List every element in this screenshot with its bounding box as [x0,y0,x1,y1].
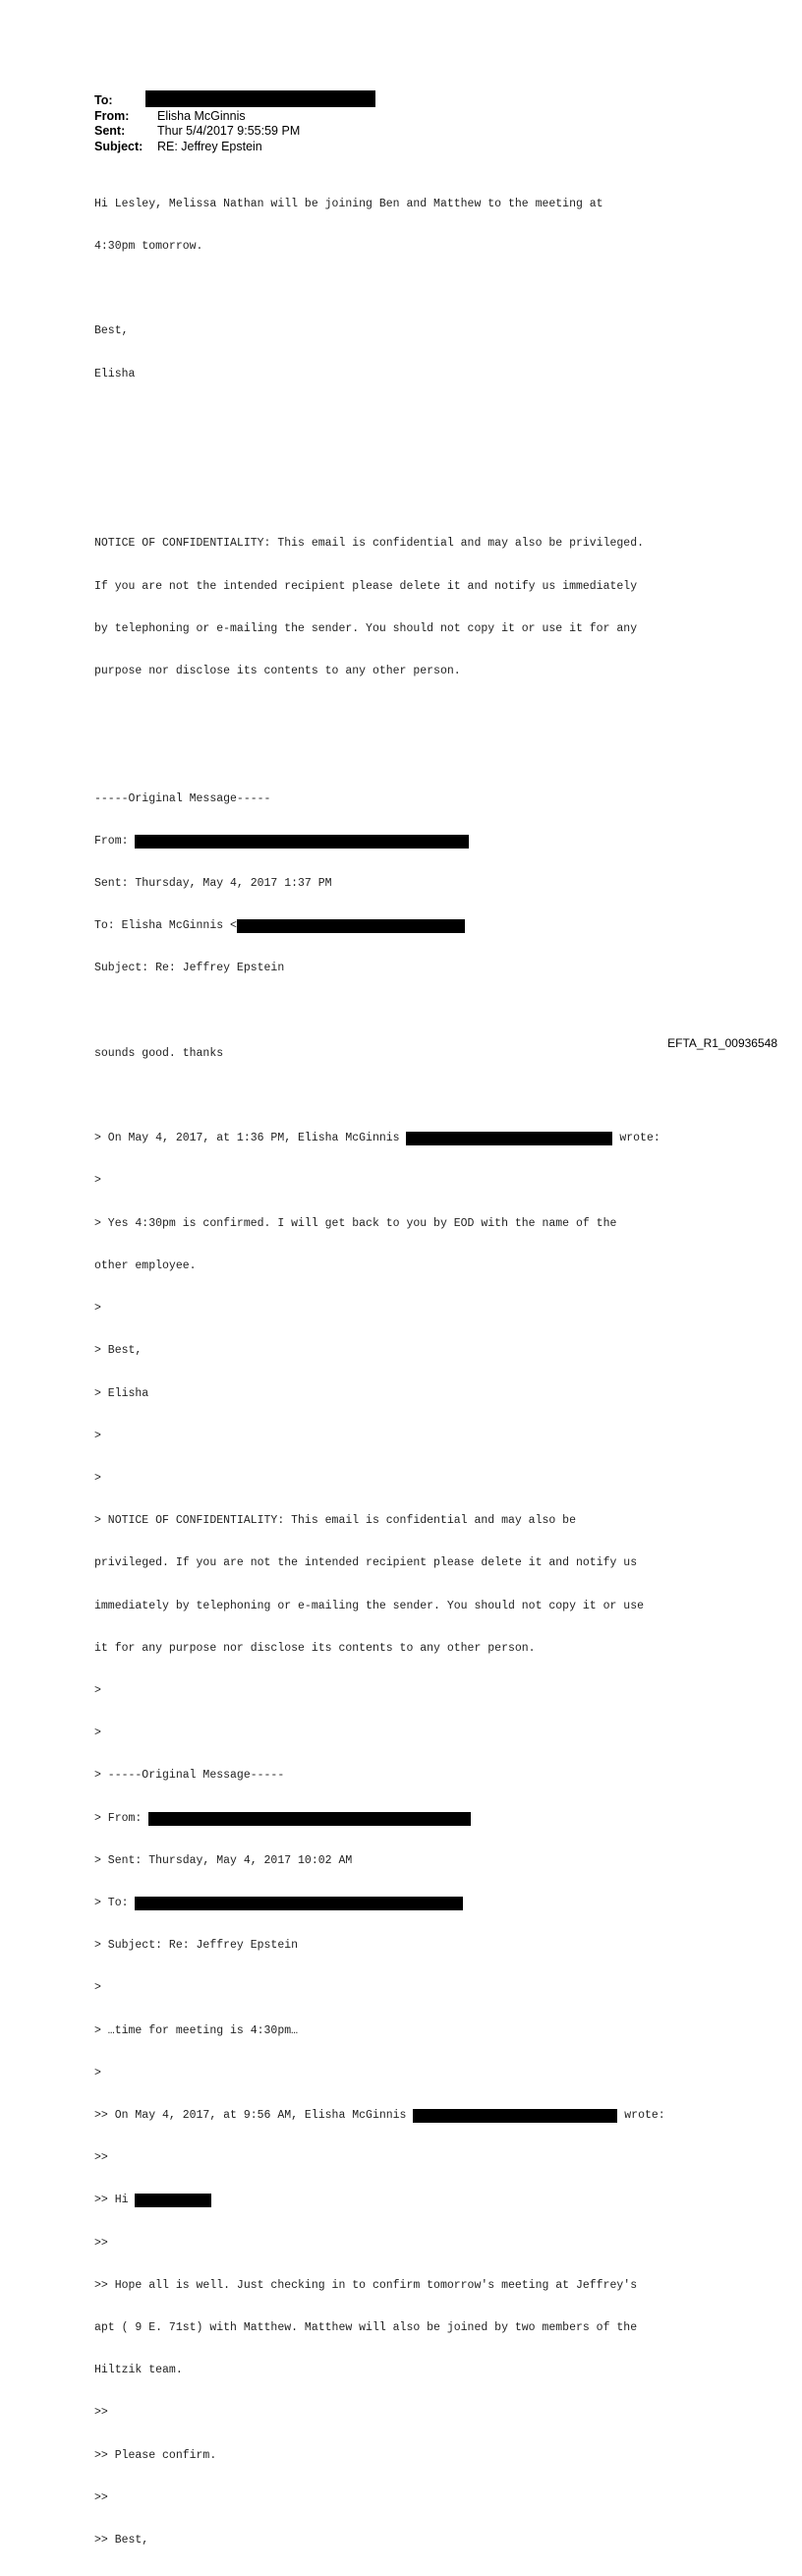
confidentiality-notice: by telephoning or e-mailing the sender. You should not copy it or use it for any [94,621,638,635]
subject-label: Subject: [94,139,143,153]
body-line: Hiltzik team. [94,2364,183,2377]
greeting-text: >> Hi [94,2194,136,2207]
quoted-to-label: > To: [94,1896,136,1909]
original-message-separator: > -----Original Message----- [94,1769,285,1783]
email-header [94,93,375,154]
redaction-block [148,1812,471,1826]
quoted-subject-line: Subject: Re: Jeffrey Epstein [94,962,285,975]
sent-label: Sent: [94,124,126,138]
redaction-block [237,919,465,933]
confidentiality-notice: > NOTICE OF CONFIDENTIALITY: This email is confidential and may also be [94,1514,576,1528]
redaction-block [413,2109,617,2123]
to-redaction [145,90,375,107]
attribution-text: >> On May 4, 2017, at 9:56 AM, Elisha McGinnis [94,2108,414,2122]
quoted-from-label: > From: [94,1811,149,1825]
attribution-text: > On May 4, 2017, at 1:36 PM, Elisha McGinnis [94,1132,407,1145]
body-line: >> [94,2151,108,2165]
quoted-from-line [94,1812,723,1826]
body-line: > [94,1683,101,1697]
body-line: 4:30pm tomorrow. [94,240,203,254]
quoted-from-label: From: [94,834,136,848]
quoted-to-label: To: Elisha McGinnis < [94,919,237,933]
body-line: > [94,2066,101,2079]
to-row [94,93,375,109]
body-line: > [94,1174,101,1188]
quote-attribution [94,2109,723,2123]
email-body [94,169,723,2576]
redaction-block [135,835,469,849]
body-line: > Best, [94,1344,143,1358]
quote-attribution [94,1132,723,1145]
confidentiality-notice: If you are not the intended recipient please delete it and notify us immediately [94,579,638,593]
quoted-subject-line: > Subject: Re: Jeffrey Epstein [94,1939,299,1953]
sent-value: Thur 5/4/2017 9:55:59 PM [157,124,301,138]
body-line: other employee. [94,1259,197,1272]
body-line: > [94,1429,101,1442]
body-line: >> Best, [94,2533,149,2547]
body-line: > [94,1981,101,1995]
from-label: From: [94,108,130,123]
to-label: To: [94,93,113,107]
from-row [94,109,375,125]
quoted-to-line [94,919,723,933]
body-line: >> Hope all is well. Just checking in to confirm tomorrow's meeting at Jeffrey's [94,2278,638,2292]
attribution-wrote: wrote: [612,1132,660,1145]
body-line: > Elisha [94,1386,149,1400]
quoted-sent-line: Sent: Thursday, May 4, 2017 1:37 PM [94,877,332,891]
body-line: >> [94,2236,108,2250]
body-line: > Yes 4:30pm is confirmed. I will get back to you by EOD with the name of the [94,1216,617,1230]
subject-value: RE: Jeffrey Epstein [157,139,262,153]
body-line: Hi Lesley, Melissa Nathan will be joining Ben and Matthew to the meeting at [94,197,603,210]
quoted-to-line [94,1897,723,1910]
redaction-block [406,1132,612,1145]
document-id: EFTA_R1_00936548 [667,1036,777,1050]
confidentiality-notice: purpose nor disclose its contents to any other person. [94,665,461,678]
attribution-wrote: wrote: [617,2108,665,2122]
confidentiality-notice: NOTICE OF CONFIDENTIALITY: This email is confidential and may also be privileged. [94,537,644,551]
confidentiality-notice: immediately by telephoning or e-mailing the sender. You should not copy it or use [94,1599,644,1612]
sent-row [94,124,375,140]
body-line: >> [94,2490,108,2504]
body-line: >> [94,2406,108,2420]
body-line: >> Please confirm. [94,2448,217,2462]
greeting-line [94,2194,723,2207]
redaction-block [135,1897,463,1910]
body-line: apt ( 9 E. 71st) with Matthew. Matthew will also be joined by two members of the [94,2320,638,2334]
subject-row [94,140,375,155]
body-line: > [94,1727,101,1740]
confidentiality-notice: it for any purpose nor disclose its contents to any other person. [94,1641,536,1655]
body-line: Elisha [94,367,136,381]
original-message-separator: -----Original Message----- [94,791,271,805]
body-line: Best, [94,324,129,338]
redaction-block [135,2194,211,2207]
body-line: > [94,1471,101,1485]
quoted-from-line [94,835,723,849]
confidentiality-notice: privileged. If you are not the intended recipient please delete it and notify us [94,1556,638,1570]
from-value: Elisha McGinnis [157,108,246,123]
quoted-sent-line: > Sent: Thursday, May 4, 2017 10:02 AM [94,1853,353,1867]
body-line: > [94,1302,101,1316]
body-line: sounds good. thanks [94,1046,224,1060]
body-line: > …time for meeting is 4:30pm… [94,2023,299,2037]
